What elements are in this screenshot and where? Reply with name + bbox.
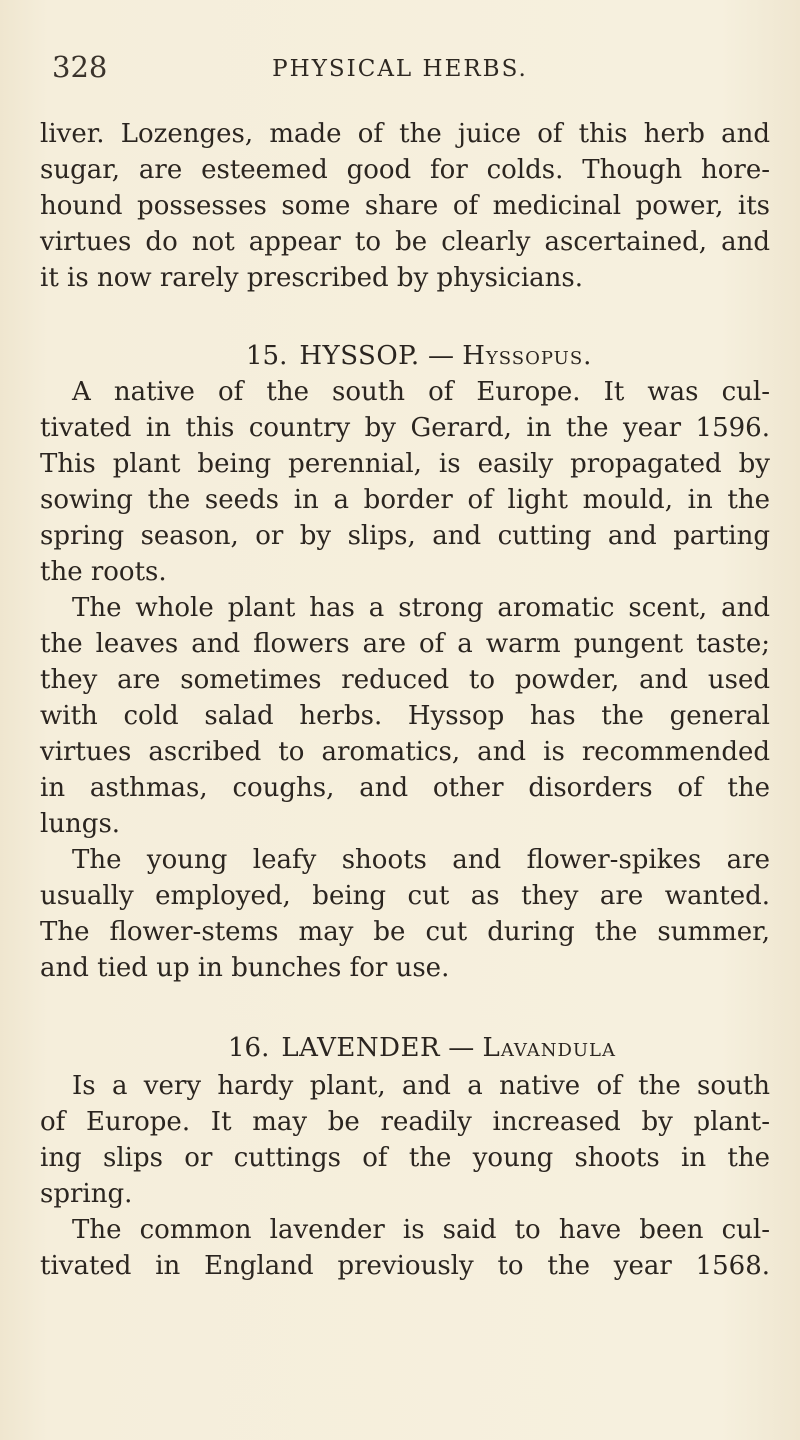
- text-line: sugar, are esteemed good for colds. Though hore-: [40, 155, 770, 185]
- text-line: The whole plant has a strong aromatic scent, and: [72, 593, 770, 623]
- text-line: hound possesses some share of medicinal power, its: [40, 191, 770, 221]
- text-line: The flower-stems may be cut during the summer,: [40, 917, 770, 947]
- text-line: Is a very hardy plant, and a native of the south: [72, 1071, 770, 1101]
- section-dash: —: [427, 341, 454, 371]
- text-line: ing slips or cuttings of the young shoots in the: [40, 1143, 770, 1173]
- section-latin-name: Lavandula: [482, 1033, 616, 1063]
- section-latin-name: Hyssopus.: [462, 341, 593, 371]
- page-number: 328: [52, 50, 108, 84]
- text-line: The common lavender is said to have been cul-: [72, 1215, 770, 1245]
- text-line: sowing the seeds in a border of light mould, in the: [40, 485, 770, 515]
- text-line: of Europe. It may be readily increased by plant-: [40, 1107, 770, 1137]
- text-line: A native of the south of Europe. It was cul-: [72, 377, 770, 407]
- text-line: spring season, or by slips, and cutting and parting: [40, 521, 770, 551]
- running-head: PHYSICAL HERBS.: [272, 56, 528, 82]
- text-line: tivated in this country by Gerard, in the year 1596.: [40, 413, 770, 443]
- text-line: tivated in England previously to the year 1568.: [40, 1251, 770, 1281]
- section-name: LAVENDER: [281, 1033, 441, 1063]
- text-line: it is now rarely prescribed by physicians.: [40, 263, 583, 293]
- text-line: virtues do not appear to be clearly ascertained, and: [40, 227, 770, 257]
- text-line: liver. Lozenges, made of the juice of this herb and: [40, 119, 770, 149]
- text-line: in asthmas, coughs, and other disorders of the: [40, 773, 770, 803]
- text-line: they are sometimes reduced to powder, and used: [40, 665, 770, 695]
- text-line: and tied up in bunches for use.: [40, 953, 450, 983]
- text-line: the leaves and flowers are of a warm pungent taste;: [40, 629, 770, 659]
- text-line: The young leafy shoots and flower-spikes are: [72, 845, 770, 875]
- section-dash: —: [448, 1033, 475, 1063]
- text-line: lungs.: [40, 809, 121, 839]
- section-name: HYSSOP.: [299, 341, 420, 371]
- section-heading-lavender: [228, 1030, 616, 1066]
- text-line: spring.: [40, 1179, 133, 1209]
- section-number: 15.: [246, 341, 288, 371]
- section-heading-hyssop: [246, 338, 592, 374]
- text-line: usually employed, being cut as they are wanted.: [40, 881, 770, 911]
- section-number: 16.: [228, 1033, 270, 1063]
- text-line: virtues ascribed to aromatics, and is recommended: [40, 737, 770, 767]
- text-line: This plant being perennial, is easily propagated by: [40, 449, 770, 479]
- text-line: with cold salad herbs. Hyssop has the general: [40, 701, 770, 731]
- text-line: the roots.: [40, 557, 167, 587]
